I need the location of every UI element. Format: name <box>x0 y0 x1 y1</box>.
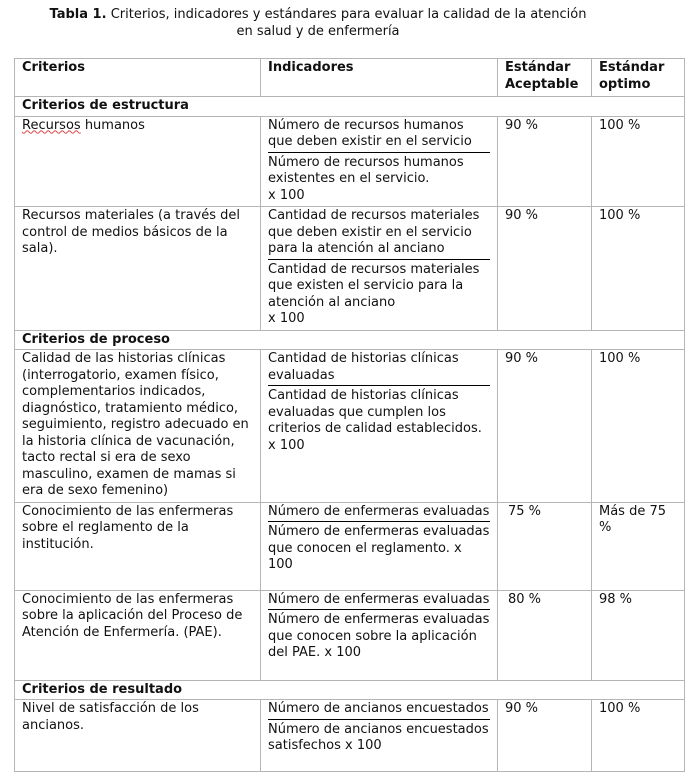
indicador-cell <box>261 350 498 503</box>
section-proceso: Criterios de proceso <box>15 330 685 350</box>
header-row <box>15 59 685 97</box>
fraction <box>268 504 490 574</box>
header-estandar-optimo: Estándar optimo <box>592 59 685 97</box>
aceptable-cell: 75 % <box>498 502 592 590</box>
table-row <box>15 350 685 503</box>
optimo-cell: 100 % <box>592 116 685 207</box>
aceptable-cell: 90 % <box>498 350 592 503</box>
criterio-cell: Recursos humanos <box>15 116 261 207</box>
denominator: Número de ancianos encuestados satisfechos x 100 <box>268 721 489 753</box>
aceptable-cell: 80 % <box>498 590 592 680</box>
criteria-table <box>14 58 685 772</box>
table-row <box>15 116 685 207</box>
denominator: Número de enfermeras evaluadas que conocen sobre la aplicación del PAE. x 100 <box>268 612 490 660</box>
numerator: Número de enfermeras evaluadas <box>268 504 490 523</box>
optimo-cell: 100 % <box>592 207 685 331</box>
indicador-cell <box>261 590 498 680</box>
table-caption <box>28 6 608 40</box>
optimo-cell: 100 % <box>592 700 685 772</box>
aceptable-cell: 90 % <box>498 207 592 331</box>
numerator: Cantidad de historias clínicas evaluadas <box>268 351 490 386</box>
denominator: Cantidad de historias clínicas evaluadas que cumplen los criterios de calidad establecidos. <box>268 388 482 436</box>
header-criterios: Criterios <box>15 59 261 97</box>
aceptable-cell: 90 % <box>498 700 592 772</box>
table-row <box>15 590 685 680</box>
denominator: Número de enfermeras evaluadas que conocen el reglamento. x 100 <box>268 524 490 572</box>
fraction <box>268 701 490 755</box>
table-row <box>15 502 685 590</box>
numerator: Número de ancianos encuestados <box>268 701 490 720</box>
section-row-estructura <box>15 97 685 117</box>
indicador-cell <box>261 116 498 207</box>
header-estandar-aceptable: Estándar Aceptable <box>498 59 592 97</box>
section-resultado: Criterios de resultado <box>15 680 685 700</box>
denominator: Cantidad de recursos materiales que existen el servicio para la atención al anciano <box>268 261 480 310</box>
fraction <box>268 208 490 328</box>
optimo-cell: Más de 75 % <box>592 502 685 590</box>
criterio-cell: Conocimiento de las enfermeras sobre el reglamento de la institución. <box>15 502 261 590</box>
numerator: Cantidad de recursos materiales que deben existir en el servicio para la atención al anciano <box>268 208 490 260</box>
factor: x 100 <box>268 187 305 203</box>
criterio-word: Recursos <box>22 117 81 133</box>
criterio-cell: Nivel de satisfacción de los ancianos. <box>15 700 261 772</box>
factor: x 100 <box>268 311 305 326</box>
section-estructura: Criterios de estructura <box>15 97 685 117</box>
numerator: Número de recursos humanos que deben existir en el servicio <box>268 118 490 153</box>
caption-line-1: Criterios, indicadores y estándares para evaluar la calidad de la atención <box>110 7 587 22</box>
fraction <box>268 351 490 454</box>
numerator: Número de enfermeras evaluadas <box>268 592 490 611</box>
indicador-cell <box>261 207 498 331</box>
fraction <box>268 592 490 662</box>
aceptable-cell: 90 % <box>498 116 592 207</box>
factor: x 100 <box>268 437 305 453</box>
criterio-cell: Calidad de las historias clínicas (interrogatorio, examen físico, complementarios indicados, diagnóstico, tratamiento médico, seguimiento, registro adecuado en la historia clínica de vacunación, tacto rectal si era de sexo masculino, examen de mamas si era de sexo femenino) <box>15 350 261 503</box>
caption-line-2: en salud y de enfermería <box>236 24 400 39</box>
section-row-resultado <box>15 680 685 700</box>
section-row-proceso <box>15 330 685 350</box>
table-row <box>15 207 685 331</box>
indicador-cell <box>261 502 498 590</box>
optimo-cell: 100 % <box>592 350 685 503</box>
criterio-cell: Conocimiento de las enfermeras sobre la aplicación del Proceso de Atención de Enfermería. (PAE). <box>15 590 261 680</box>
criterio-cell: Recursos materiales (a través del control de medios básicos de la sala). <box>15 207 261 331</box>
header-indicadores: Indicadores <box>261 59 498 97</box>
caption-label: Tabla 1. <box>49 7 107 22</box>
indicador-cell <box>261 700 498 772</box>
denominator: Número de recursos humanos existentes en el servicio. <box>268 154 464 186</box>
optimo-cell: 98 % <box>592 590 685 680</box>
fraction <box>268 118 490 205</box>
table-row <box>15 700 685 772</box>
